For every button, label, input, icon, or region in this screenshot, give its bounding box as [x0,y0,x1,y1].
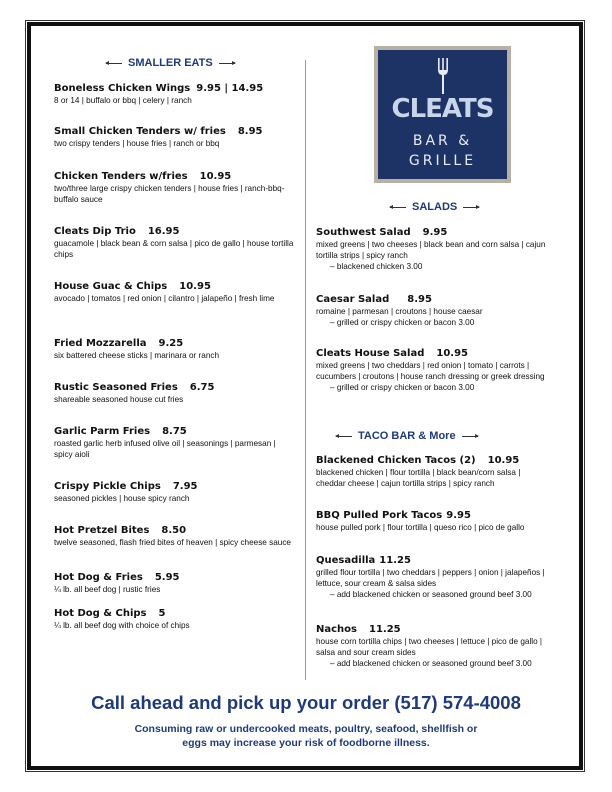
item-description: mixed greens | two cheeses | black bean and corn salsa | cajun tortilla strips | spicy ranch [316,240,546,260]
item-price: 11.25 [379,555,411,566]
menu-item [316,555,548,600]
item-description: roasted garlic herb infused olive oil | seasonings | parmesan | spicy aioli [54,439,276,459]
item-price: 9.25 [158,338,184,349]
item-price: 8.75 [162,426,187,437]
item-name: Fried Mozzarella [54,338,147,349]
arrow-right-icon [463,207,479,208]
menu-item [54,608,294,631]
item-price: 10.95 [199,171,232,182]
smaller-eats-heading [106,57,235,69]
item-description: romaine | parmesan | croutons | house caesar [316,307,483,316]
item-description: ¼ lb. all beef dog with choice of chips [54,621,190,630]
item-price: 9.95 [422,227,448,238]
menu-item [54,281,294,304]
logo-line-2: GRILLE [408,153,477,169]
section-title: SALADS [412,201,458,213]
arrow-left-icon [390,207,406,208]
item-description: 8 or 14 | buffalo or bbq | celery | ranch [54,96,192,105]
item-price: 11.25 [369,624,401,635]
item-name: Small Chicken Tenders w/ fries [54,126,226,137]
menu-item [316,348,548,393]
item-description: avocado | tomatos | red onion | cilantro | jalapeño | fresh lime [54,294,275,303]
item-description: two crispy tenders | house fries | ranch or bbq [54,139,220,148]
item-addon: – add blackened chicken or seasoned ground beef 3.00 [330,659,532,668]
menu-item [54,226,294,260]
item-name: Crispy Pickle Chips [54,481,161,492]
taco-bar-heading [336,430,478,442]
menu-item [54,525,294,548]
item-price: 7.95 [172,481,198,492]
item-price: 16.95 [147,226,180,237]
item-name: Boneless Chicken Wings [54,83,191,94]
item-name: Southwest Salad [316,227,411,238]
item-name: House Guac & Chips [54,281,168,292]
menu-item [54,426,294,460]
item-price: 8.95 [407,294,432,305]
item-price: 8.95 [237,126,263,137]
item-description: shareable seasoned house cut fries [54,395,184,404]
menu-item [316,455,548,489]
item-name: Cleats House Salad [316,348,425,359]
item-price: 9.95 [446,510,471,521]
item-name: Nachos [316,624,357,635]
item-price: 9.95 | 14.95 [196,83,264,94]
item-description: seasoned pickles | house spicy ranch [54,494,190,503]
item-price: 6.75 [189,382,215,393]
item-description: mixed greens | two cheddars | red onion | tomato | carrots | cucumbers | croutons | house ranch dressing or greek dressing [316,361,545,381]
menu-item [54,83,294,106]
item-addon: – blackened chicken 3.00 [330,262,423,271]
item-price: 10.95 [487,455,520,466]
salads-heading [390,201,479,213]
item-description: grilled flour tortilla | two cheddars | peppers | onion | jalapeños | lettuce, sour cream & salsa sides [316,568,545,588]
food-safety-warning [0,722,612,750]
item-price: 10.95 [436,348,469,359]
item-addon: – grilled or crispy chicken or bacon 3.00 [330,383,475,392]
item-name: Cleats Dip Trio [54,226,136,237]
warning-line-2: eggs may increase your risk of foodborne illness. [182,737,430,749]
item-name: BBQ Pulled Pork Tacos [316,510,443,521]
item-description: six battered cheese sticks | marinara or ranch [54,351,220,360]
item-description: two/three large crispy chicken tenders | house fries | ranch-bbq-buffalo sauce [54,184,285,204]
logo-line-1: BAR & [412,133,473,149]
arrow-left-icon [336,436,352,437]
item-name: Blackened Chicken Tacos (2) [316,455,476,466]
item-description: ¼ lb. all beef dog | rustic fries [54,585,161,594]
item-description: house pulled pork | flour tortilla | queso rico | pico de gallo [316,523,525,532]
item-name: Hot Dog & Fries [54,572,143,583]
menu-item [54,338,294,361]
item-addon: – grilled or crispy chicken or bacon 3.00 [330,318,475,327]
item-description: blackened chicken | flour tortilla | black bean/corn salsa | cheddar cheese | cajun tortilla strips | spicy ranch [316,468,521,488]
menu-item [54,572,294,595]
item-price: 10.95 [179,281,211,292]
item-name: Caesar Salad [316,294,390,305]
item-price: 5.95 [154,572,180,583]
logo-brand: CLEATS [391,94,494,124]
arrow-left-icon [106,63,122,64]
item-addon: – add blackened chicken or seasoned ground beef 3.00 [330,590,532,599]
menu-item [316,510,548,533]
section-title: SMALLER EATS [128,57,213,69]
item-description: house corn tortilla chips | two cheeses | lettuce | pico de gallo | salsa and sour cream sides [316,637,543,657]
item-name: Garlic Parm Fries [54,426,151,437]
menu-item [316,294,548,328]
column-divider [305,60,306,680]
menu-item [316,227,548,272]
menu-item [54,481,294,504]
item-name: Hot Pretzel Bites [54,525,150,536]
section-title: TACO BAR & More [358,430,456,442]
call-ahead-phone: Call ahead and pick up your order (517) 574-4008 [91,692,521,713]
menu-item [316,624,548,669]
menu-item [54,126,294,149]
cleats-logo [374,46,511,183]
arrow-right-icon [219,63,235,64]
item-description: twelve seasoned, flash fried bites of heaven | spicy cheese sauce [54,538,291,547]
item-name: Rustic Seasoned Fries [54,382,178,393]
fork-icon [437,58,449,94]
menu-item [54,382,294,405]
item-price: 8.50 [161,525,187,536]
warning-line-1: Consuming raw or undercooked meats, poultry, seafood, shellfish or [134,723,478,735]
item-description: guacamole | black bean & corn salsa | pico de gallo | house tortilla chips [54,239,294,259]
item-name: Hot Dog & Chips [54,608,147,619]
item-name: Quesadilla [316,555,376,566]
arrow-right-icon [462,436,478,437]
menu-item [54,171,294,205]
item-name: Chicken Tenders w/fries [54,171,188,182]
item-price: 5 [158,608,166,619]
